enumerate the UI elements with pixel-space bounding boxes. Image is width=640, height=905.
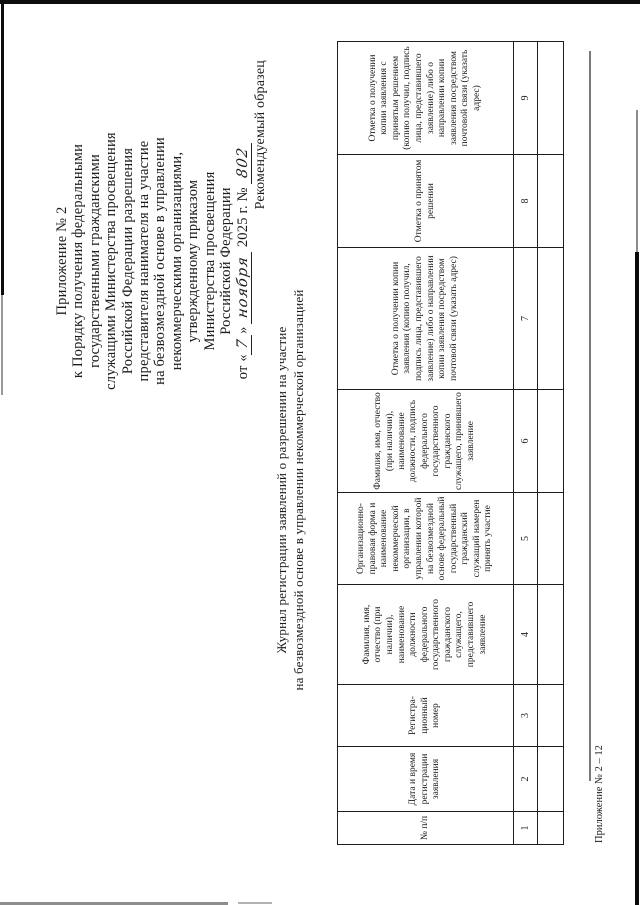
appendix-line: утвержденному приказом xyxy=(185,179,202,343)
empty-cell-1 xyxy=(538,812,564,845)
document-title-line-2: на безвозмездной основе в управлении некоммерческой организацией xyxy=(291,289,306,691)
appendix-line: на безвозмездной основе в управлении xyxy=(152,137,169,385)
empty-cell-6 xyxy=(538,390,564,493)
col-header-1: № п/п xyxy=(338,812,514,845)
appendix-line: Российской Федерации разрешения xyxy=(119,147,136,375)
col-number-5: 5 xyxy=(514,493,538,585)
appendix-line: государственными гражданскими xyxy=(86,154,103,368)
recommended-sample-label: Рекомендуемый образец xyxy=(253,60,268,210)
registration-journal-table xyxy=(337,41,564,845)
date-year-label: 2025 г. № xyxy=(235,187,252,248)
date-day-handwritten: 7 xyxy=(235,333,252,356)
appendix-header-block xyxy=(54,60,253,462)
col-header-9: Отметка о получении копии заявления с принятым решением (копию получил, подпись лица, представившего заявление) либо о направлении копии заявления посредством почтовой связи (указать адрес) xyxy=(338,42,514,155)
empty-cell-3 xyxy=(538,685,564,747)
empty-cell-7 xyxy=(538,248,564,390)
appendix-line: представителя нанимателя на участие xyxy=(136,140,153,382)
col-header-8: Отметка о принятом решении xyxy=(338,155,514,248)
empty-cell-8 xyxy=(538,155,564,248)
col-number-4: 4 xyxy=(514,585,538,685)
empty-cell-4 xyxy=(538,585,564,685)
date-month-handwritten: ноября xyxy=(235,250,252,324)
col-header-2: Дата и время регистрации заявления xyxy=(338,747,514,812)
col-header-4: Фамилия, имя, отчество (при наличии), наименование должности федерального государственного гражданского служащего, представившего заявление xyxy=(338,585,514,685)
scan-artifact-rule xyxy=(589,51,591,781)
table-header-row xyxy=(338,42,514,845)
col-header-7: Отметка о получении копии заявления (копию получил, подпись лица, представившего заявление) либо о направлении копии заявления посредством почтовой связи (указать адрес) xyxy=(338,248,514,390)
appendix-line: Российской Федерации xyxy=(218,187,235,335)
date-close-quote: » xyxy=(235,326,252,334)
col-number-8: 8 xyxy=(514,155,538,248)
col-number-2: 2 xyxy=(514,747,538,812)
scan-artifact-right-edge-thin xyxy=(636,110,638,252)
col-header-3: Регистра-ционный номер xyxy=(338,685,514,747)
page-footer-label: Приложение № 2 – 12 xyxy=(594,745,605,843)
order-date-line xyxy=(235,60,252,462)
column-number-row xyxy=(514,42,538,845)
col-number-7: 7 xyxy=(514,248,538,390)
col-number-9: 9 xyxy=(514,42,538,155)
scan-artifact-right-edge xyxy=(635,252,639,905)
appendix-line: к Порядку получения федеральными xyxy=(70,143,87,379)
appendix-line: служащими Министерства просвещения xyxy=(103,132,120,390)
scan-artifact-top-edge xyxy=(0,0,640,4)
document-title xyxy=(273,75,307,905)
col-header-5: Организационно-правовая форма и наименование некоммерческой организации, в управлении которой на безвозмездной основе федеральный государственный гражданский служащий намерен принять участие xyxy=(338,493,514,585)
date-from-label: от « xyxy=(235,354,252,380)
appendix-line: некоммерческими организациями, xyxy=(168,151,185,371)
document-title-line-1: Журнал регистрации заявлений о разрешении на участие xyxy=(274,326,289,654)
order-number-handwritten: 802 xyxy=(235,142,252,185)
scan-artifact-bottom-dash xyxy=(238,902,272,904)
empty-data-row xyxy=(538,42,564,845)
empty-cell-9 xyxy=(538,42,564,155)
col-number-1: 1 xyxy=(514,812,538,845)
appendix-line: Министерства просвещения xyxy=(201,171,218,351)
col-header-6: Фамилия, имя, отчество (при наличии), наименование должности, подпись федерального государственного гражданского служащего, принявшего заявление xyxy=(338,390,514,493)
scan-artifact-left-edge-fade xyxy=(1,295,3,395)
empty-cell-5 xyxy=(538,493,564,585)
col-number-6: 6 xyxy=(514,390,538,493)
appendix-line: Приложение № 2 xyxy=(54,206,70,316)
col-number-3: 3 xyxy=(514,685,538,747)
empty-cell-2 xyxy=(538,747,564,812)
scan-artifact-left-edge xyxy=(1,3,4,295)
